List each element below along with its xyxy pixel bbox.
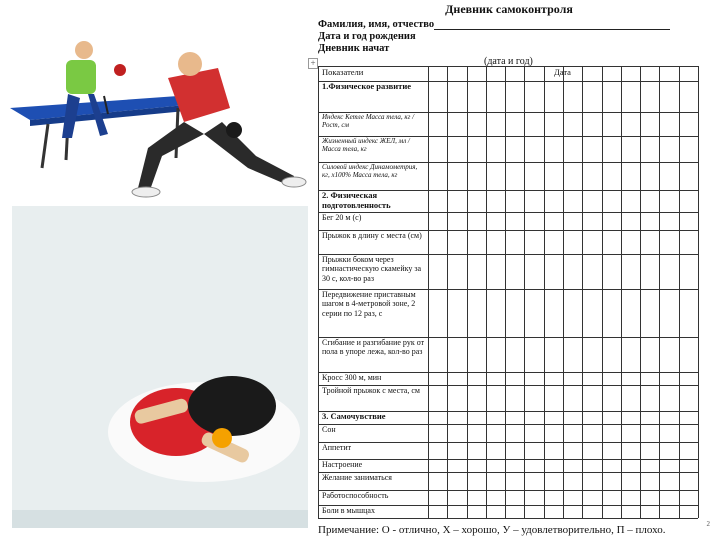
full-name-field xyxy=(318,19,670,30)
table-column-line xyxy=(505,66,506,518)
diary-started-label: Дневник начат xyxy=(318,43,390,54)
indicator-label: Кросс 300 м, мин xyxy=(322,372,382,382)
indicator-label: Тройной прыжок с места, см xyxy=(322,385,420,395)
indicator-label: Сгибание и разгибание рук от пола в упоре лежа, кол-во раз xyxy=(322,337,425,357)
indicator-label: Сон xyxy=(322,425,336,435)
indicator-label: Силовой индекс Динамометрия, кг, х100% Масса тела, кг xyxy=(322,163,418,180)
table-column-line xyxy=(544,66,545,518)
full-name-label: Фамилия, имя, отчество xyxy=(318,19,435,30)
indicator-label: Боли в мышцах xyxy=(322,505,375,515)
indicators-table xyxy=(318,66,698,518)
indicator-label: Прыжки боком через гимнастическую скамейку за 30 с, кол-во раз xyxy=(322,254,422,283)
diary-started-field xyxy=(318,43,389,54)
indicator-label: 1.Физическое развитие xyxy=(322,81,411,92)
self-control-diary-form xyxy=(304,0,714,540)
table-column-line xyxy=(602,66,603,518)
table-column-line xyxy=(659,66,660,518)
table-row-line xyxy=(318,518,698,519)
table-column-line xyxy=(318,66,319,518)
indicator-label: Прыжок в длину с места (см) xyxy=(322,230,422,240)
table-column-line xyxy=(640,66,641,518)
legend-note: Примечание: О - отлично, Х – хорошо, У – удовлетворительно, П – плохо. xyxy=(318,524,666,536)
indicator-label: Желание заниматься xyxy=(322,473,392,483)
anchor-marker-icon: + xyxy=(308,58,318,69)
col-indicators: Показатели xyxy=(322,67,364,77)
indicator-label: Жизненный индекс ЖЕЛ, мл / Масса тела, кг xyxy=(322,136,410,153)
table-column-line xyxy=(698,66,699,518)
indicator-label: Настроение xyxy=(322,460,363,470)
birth-date-label: Дата и год рождения xyxy=(318,31,416,42)
bottom-strip xyxy=(12,510,308,528)
table-column-line xyxy=(428,66,429,518)
indicator-label: Бег 20 м (с) xyxy=(322,213,362,223)
birth-date-field xyxy=(318,31,416,42)
indicator-label: 3. Самочувствие xyxy=(322,411,386,421)
indicator-label: Аппетит xyxy=(322,442,352,452)
table-column-line xyxy=(467,66,468,518)
table-column-line xyxy=(582,66,583,518)
table-column-line xyxy=(524,66,525,518)
table-column-line xyxy=(486,66,487,518)
table-row-line xyxy=(318,66,698,67)
col-date: Дата xyxy=(554,67,571,77)
table-column-line xyxy=(563,66,564,518)
indicator-label: 2. Физическая подготовленность xyxy=(322,190,391,210)
page-marker: 2 xyxy=(706,520,710,528)
indicator-label: Передвижение приставным шагом в 4-метровой зоне, 2 серии по 12 раз, с xyxy=(322,289,416,318)
table-tennis-players-image xyxy=(8,38,308,206)
paddles-image xyxy=(104,370,304,488)
indicator-label: Работоспособность xyxy=(322,490,389,500)
date-hint: (дата и год) xyxy=(484,56,533,67)
form-title: Дневник самоконтроля xyxy=(445,2,573,16)
indicator-label: Индекс Кетле Масса тела, кг / Рост, см xyxy=(322,112,415,129)
table-column-line xyxy=(447,66,448,518)
table-column-line xyxy=(679,66,680,518)
table-column-line xyxy=(621,66,622,518)
